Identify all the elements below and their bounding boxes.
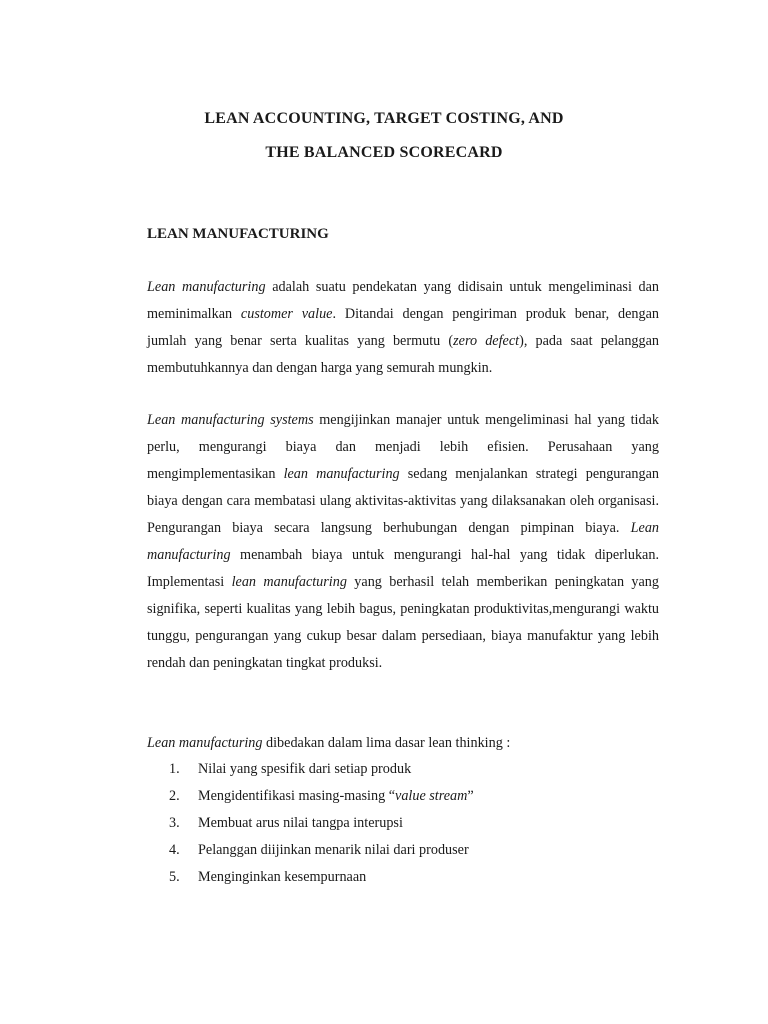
document-title-line-2: THE BALANCED SCORECARD [265,144,503,161]
numbered-list [147,756,659,891]
list-item-text: Pelanggan diijinkan menarik nilai dari produser [198,842,469,858]
section-heading: LEAN MANUFACTURING [147,226,329,242]
paragraph-2-italic-3: Lean manufacturing [147,520,659,563]
paragraph-1 [147,274,659,382]
list-item-number: 1. [169,761,180,777]
paragraph-1-italic-1: Lean manufacturing [147,279,266,295]
list-intro [147,735,510,752]
list-item-text-post: ” [467,788,474,804]
list-item-number: 4. [169,842,180,858]
list-item-number: 2. [169,788,180,804]
paragraph-1-italic-2: customer value [240,306,333,322]
paragraph-1-text-1: adalah suatu pendekatan yang didisain untuk mengeliminasi dan meminimalkan [147,279,660,322]
paragraph-1-italic-3: zero defect [453,333,520,349]
list-item-text-italic: value stream [395,788,468,804]
list-item [147,864,659,891]
paragraph-1-text-2: . Ditandai dengan pengiriman produk benar, dengan jumlah yang benar serta kualitas yang bermutu ( [147,306,659,349]
list-item-text: Membuat arus nilai tangpa interupsi [198,815,403,831]
paragraph-2-italic-2: lean manufacturing [283,466,400,482]
list-intro-italic: Lean manufacturing [147,735,263,751]
list-item [147,756,659,783]
list-item-text-pre: Mengidentifikasi masing-masing “ [198,788,396,804]
paragraph-2 [147,407,659,677]
paragraph-2-text-3: menambah biaya untuk mengurangi hal-hal yang tidak diperlukan. Implementasi [147,547,659,590]
list-item-text [198,783,474,810]
list-item-number: 3. [169,815,180,831]
list-item-text: Menginginkan kesempurnaan [198,869,367,885]
paragraph-2-italic-4: lean manufacturing [231,574,347,590]
list-item [147,837,659,864]
paragraph-2-text-2: sedang menjalankan strategi pengurangan biaya dengan cara membatasi ulang aktivitas-aktivitas yang dilaksanakan oleh organisasi. Pengurangan biaya secara langsung berhubungan dengan pimpinan biaya. [147,466,659,536]
list-item [147,810,659,837]
list-intro-text: dibedakan dalam lima dasar lean thinking : [262,735,511,751]
paragraph-2-text-1: mengijinkan manajer untuk mengeliminasi hal yang tidak perlu, mengurangi biaya dan menjadi lebih efisien. Perusahaan yang mengimplementasikan [147,412,659,482]
document-title-line-1: LEAN ACCOUNTING, TARGET COSTING, AND [204,110,564,127]
paragraph-2-text-4: yang berhasil telah memberikan peningkatan yang signifika, seperti kualitas yang lebih bagus, peningkatan produktivitas,mengurangi waktu tunggu, pengurangan yang cukup besar dalam persediaan, biaya manufaktur yang lebih rendah dan peningkatan tingkat produksi. [147,574,659,671]
list-item-text: Nilai yang spesifik dari setiap produk [198,761,412,777]
list-item-number: 5. [169,869,180,885]
paragraph-1-text-3: ), pada saat pelanggan membutuhkannya dan dengan harga yang semurah mungkin. [147,333,660,376]
paragraph-2-italic-1: Lean manufacturing systems [147,412,314,428]
list-item [147,783,659,810]
